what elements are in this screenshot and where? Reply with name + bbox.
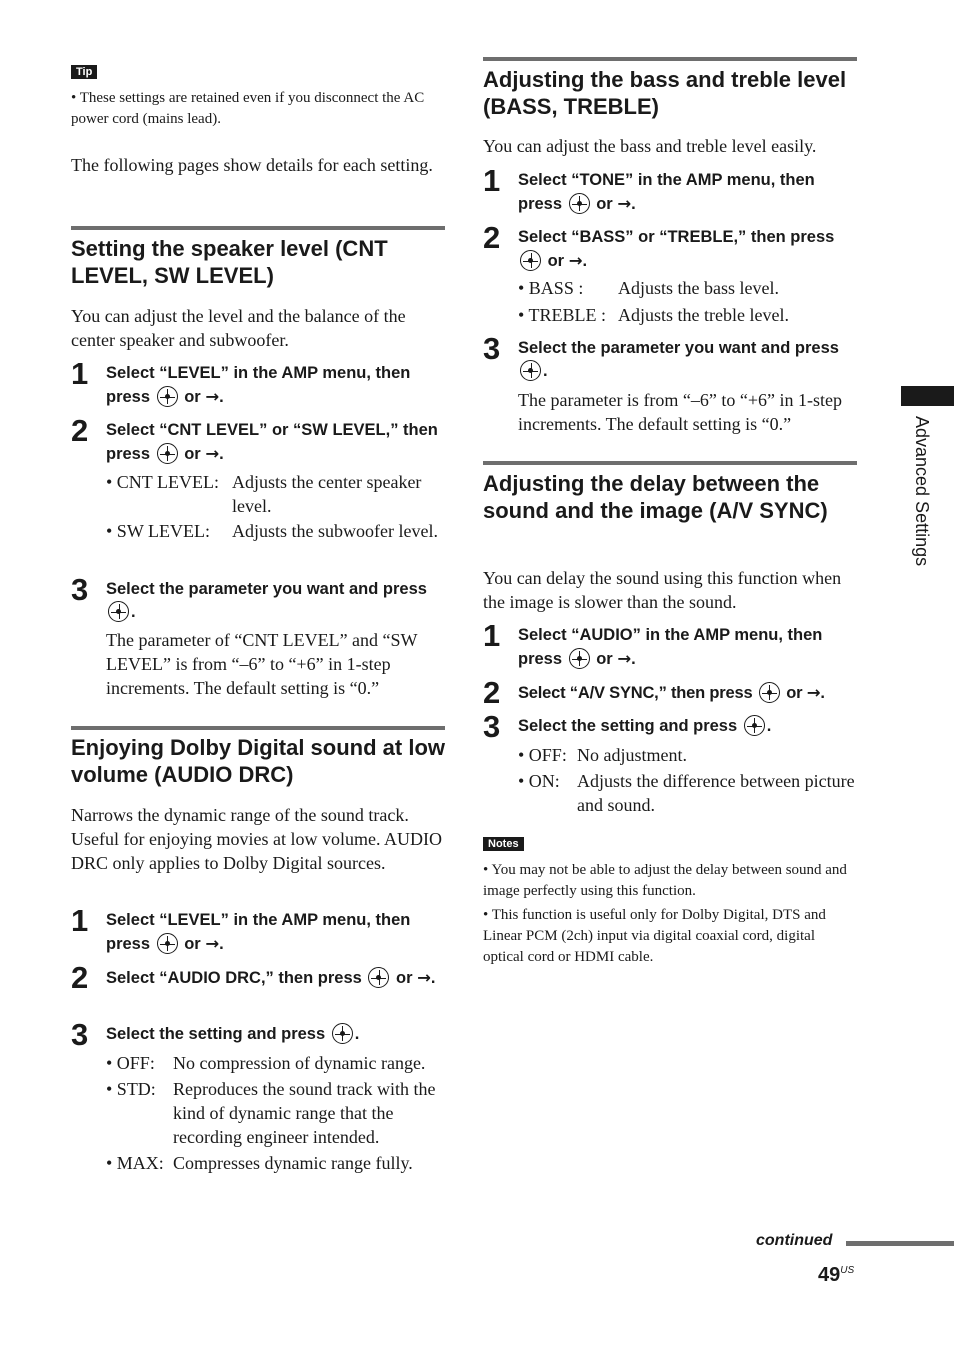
side-tab-marker (901, 386, 954, 406)
enter-button-icon (520, 250, 541, 271)
tip-text: • These settings are retained even if you disconnect the AC power cord (mains lead). (71, 90, 425, 127)
avsync-heading: Adjusting the delay between the sound and the image (A/V SYNC) (483, 471, 828, 523)
step-number: 1 (483, 163, 501, 198)
enter-button-icon (108, 601, 129, 622)
step-number: 3 (71, 1017, 89, 1052)
section-rule (483, 57, 857, 61)
avsync-step-1: 1 Select “AUDIO” in the AMP menu, then press or →. (483, 618, 823, 668)
avsync-step-2: 2 Select “A/V SYNC,” then press or →. (483, 675, 825, 710)
bullet-desc: Adjusts the subwoofer level. (232, 521, 438, 541)
right-arrow-icon: → (806, 683, 821, 702)
step-number: 2 (71, 413, 89, 448)
bullet-label: • CNT LEVEL: (106, 472, 219, 492)
right-arrow-icon: → (617, 194, 632, 213)
bullet-label: • SW LEVEL: (106, 521, 210, 541)
step-or: or (596, 650, 613, 668)
bullet-desc: Adjusts the treble level. (618, 305, 789, 325)
step-or: or (184, 445, 201, 463)
drc-step-3: 3 Select the setting and press . (71, 1017, 360, 1052)
tone-step-1: 1 Select “TONE” in the AMP menu, then press or →. (483, 163, 815, 213)
speaker-step-2: 2 Select “CNT LEVEL” or “SW LEVEL,” then press or →. (71, 413, 438, 463)
avsync-intro: You can delay the sound using this function when the image is slower than the sound. (483, 568, 842, 612)
tone-intro: You can adjust the bass and treble level easily. (483, 136, 817, 156)
enter-button-icon (744, 715, 765, 736)
section-rule (483, 461, 857, 465)
note-item: • This function is useful only for Dolby Digital, DTS and Linear PCM (2ch) input via digital coaxial cord, digital optical cord or HDMI cable. (483, 907, 826, 965)
bullet-desc: No adjustment. (577, 745, 687, 765)
page-suffix: US (840, 1265, 855, 1276)
speaker-note: The parameter of “CNT LEVEL” and “SW LEVEL” is from “–6” to “+6” in 1-step increments. The default setting is “0.” (106, 630, 418, 698)
step-text: Select the setting and press (106, 1025, 326, 1043)
enter-button-icon (332, 1023, 353, 1044)
enter-button-icon (157, 443, 178, 464)
step-text: Select the setting and press (518, 717, 738, 735)
step-number: 3 (483, 331, 501, 366)
enter-button-icon (569, 648, 590, 669)
step-or: or (184, 388, 201, 406)
step-or: or (396, 969, 413, 987)
step-number: 1 (71, 356, 89, 391)
side-tab (890, 416, 950, 600)
step-number: 2 (71, 960, 89, 995)
bullet-label: • BASS : (518, 278, 584, 298)
page-number (818, 1258, 854, 1288)
avsync-bullet-off (518, 743, 863, 767)
tone-note: The parameter is from “–6” to “+6” in 1-step increments. The default setting is “0.” (518, 390, 843, 434)
tip-label: Tip (71, 65, 97, 79)
drc-bullet-std (106, 1077, 451, 1149)
step-number: 2 (483, 220, 501, 255)
enter-button-icon (569, 193, 590, 214)
step-text: Select “BASS” or “TREBLE,” then press (518, 228, 835, 246)
enter-button-icon (157, 933, 178, 954)
step-text: Select “LEVEL” in the AMP menu, then press (106, 911, 411, 953)
drc-intro: Narrows the dynamic range of the sound track. Useful for enjoying movies at low volume. AUDIO DRC only applies to Dolby Digital sources. (71, 805, 442, 873)
bullet-label: • OFF: (518, 745, 567, 765)
avsync-bullet-on (518, 769, 863, 817)
bullet-desc: No compression of dynamic range. (173, 1053, 426, 1073)
step-number: 1 (483, 618, 501, 653)
step-text: Select “AUDIO” in the AMP menu, then press (518, 626, 823, 668)
note-item: • You may not be able to adjust the delay between sound and image perfectly using this function. (483, 862, 847, 899)
step-text: Select “LEVEL” in the AMP menu, then press (106, 364, 411, 406)
bullet-desc: Adjusts the bass level. (618, 278, 779, 298)
speaker-bullet-sw (106, 519, 451, 543)
tone-bullet-bass (518, 276, 863, 300)
bullet-desc: Reproduces the sound track with the kind of dynamic range that the recording engineer intended. (173, 1079, 436, 1147)
right-arrow-icon: → (568, 251, 583, 270)
right-arrow-icon: → (417, 968, 431, 987)
bullet-label: • TREBLE : (518, 305, 606, 325)
right-arrow-icon: → (617, 649, 632, 668)
step-text: Select the parameter you want and press (106, 580, 427, 598)
step-or: or (786, 684, 803, 702)
step-number: 1 (71, 903, 89, 938)
enter-button-icon (520, 360, 541, 381)
notes-section (483, 834, 857, 968)
speaker-heading: Setting the speaker level (CNT LEVEL, SW LEVEL) (71, 236, 388, 288)
bullet-desc: Adjusts the difference between picture and sound. (577, 771, 855, 815)
notes-label: Notes (483, 837, 524, 851)
avsync-step-3: 3 Select the setting and press . (483, 709, 772, 744)
page-number-value: 49 (818, 1264, 841, 1286)
drc-bullet-off (106, 1051, 451, 1075)
speaker-bullet-cnt (106, 470, 451, 518)
drc-heading: Enjoying Dolby Digital sound at low volume (AUDIO DRC) (71, 735, 445, 787)
right-arrow-icon: → (205, 934, 220, 953)
step-or: or (547, 252, 565, 270)
step-number: 3 (483, 709, 501, 744)
speaker-step-3: 3 Select the parameter you want and press . (71, 572, 427, 621)
step-text: Select “AUDIO DRC,” then press (106, 969, 362, 987)
speaker-step-1: 1 Select “LEVEL” in the AMP menu, then press or →. (71, 356, 411, 406)
bullet-label: • ON: (518, 771, 560, 791)
step-number: 2 (483, 675, 501, 710)
bullet-desc: Compresses dynamic range fully. (173, 1153, 413, 1173)
tone-bullet-treble (518, 303, 863, 327)
speaker-intro: You can adjust the level and the balance of the center speaker and subwoofer. (71, 306, 406, 350)
step-text: Select “A/V SYNC,” then press (518, 684, 753, 702)
bullet-label: • STD: (106, 1079, 156, 1099)
tip-section (71, 62, 445, 130)
section-rule (71, 726, 445, 730)
drc-step-2: 2 Select “AUDIO DRC,” then press or →. (71, 960, 436, 995)
bullet-desc: Adjusts the center speaker level. (232, 472, 422, 516)
tone-heading: Adjusting the bass and treble level (BASS, TREBLE) (483, 67, 847, 119)
right-arrow-icon: → (205, 387, 220, 406)
enter-button-icon (759, 682, 780, 703)
drc-step-1: 1 Select “LEVEL” in the AMP menu, then press or →. (71, 903, 411, 953)
enter-button-icon (157, 386, 178, 407)
tone-step-2: 2 Select “BASS” or “TREBLE,” then press or →. (483, 220, 835, 270)
enter-button-icon (368, 967, 389, 988)
continued-label: continued (756, 1232, 833, 1249)
step-text: Select “TONE” in the AMP menu, then press (518, 171, 815, 213)
step-number: 3 (71, 572, 89, 607)
step-text: Select “CNT LEVEL” or “SW LEVEL,” then press (106, 421, 438, 463)
bullet-label: • MAX: (106, 1153, 164, 1173)
bullet-label: • OFF: (106, 1053, 155, 1073)
intro-text: The following pages show details for each setting. (71, 155, 433, 175)
side-tab-label: Advanced Settings (912, 416, 932, 567)
right-arrow-icon: → (205, 444, 220, 463)
section-rule (71, 226, 445, 230)
continued-line (846, 1241, 954, 1246)
drc-bullet-max (106, 1151, 451, 1175)
step-or: or (184, 935, 201, 953)
tone-step-3: 3 Select the parameter you want and press . (483, 331, 839, 380)
step-or: or (596, 195, 613, 213)
step-text: Select the parameter you want and press (518, 339, 839, 357)
